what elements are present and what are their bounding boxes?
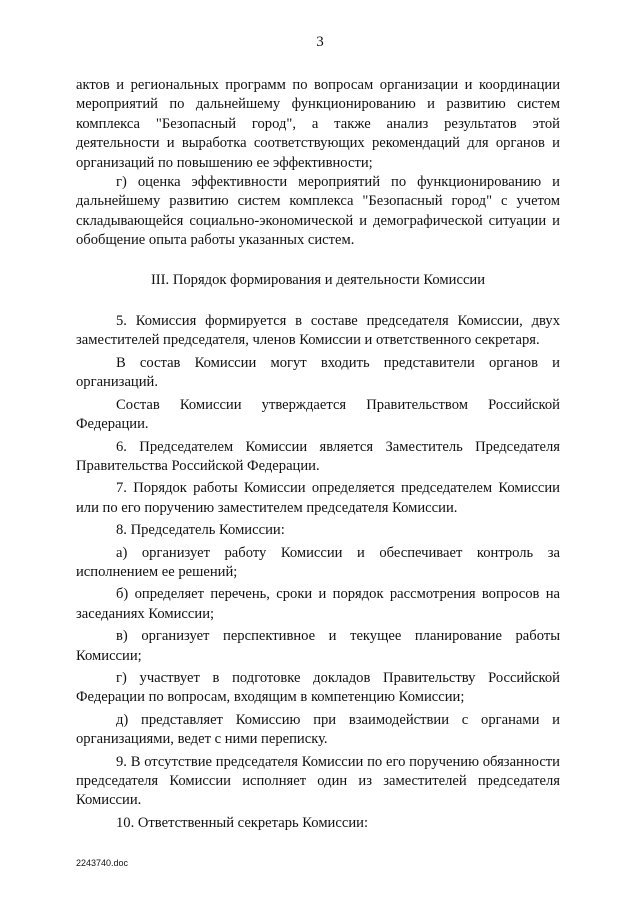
- page-number: 3: [316, 34, 324, 50]
- document-body: [76, 76, 560, 833]
- paragraph: 7. Порядок работы Комиссии определяется председателем Комиссии или по его поручению заместителем председателя Комиссии.: [76, 480, 560, 516]
- paragraph: В состав Комиссии могут входить представители органов и организаций.: [76, 354, 560, 391]
- paragraph: 8. Председатель Комиссии:: [116, 522, 285, 539]
- paragraph: 9. В отсутствие председателя Комиссии по его поручению обязанности председателя Комиссии исполняет один из заместителей председателя Комиссии.: [76, 753, 560, 809]
- paragraph: 5. Комиссия формируется в составе председателя Комиссии, двух заместителей председателя, членов Комиссии и ответственного секретаря.: [76, 313, 560, 349]
- paragraph: г) оценка эффективности мероприятий по функционированию и дальнейшему развитию систем комплекса "Безопасный город" с учетом складывающейся социально-экономической и демографической ситуации и обобщение опыта работы указанных систем.: [76, 174, 560, 249]
- section-heading: III. Порядок формирования и деятельности Комиссии: [150, 271, 486, 288]
- paragraph: актов и региональных программ по вопросам организации и координации мероприятий по дальнейшему функционированию и развитию систем комплекса "Безопасный город", а также анализ результатов этой деятельности и выработка соответствующих рекомендаций для органов и организаций по повышению ее эффективности;: [76, 77, 560, 171]
- document-file-code: 2243740.doc: [76, 858, 129, 868]
- paragraph: 10. Ответственный секретарь Комиссии:: [116, 814, 368, 831]
- paragraph: 6. Председателем Комиссии является Заместитель Председателя Правительства Российской Федерации.: [76, 438, 560, 474]
- paragraph: д) представляет Комиссию при взаимодействии с органами и организациями, ведет с ними переписку.: [76, 711, 560, 748]
- paragraph: а) организует работу Комиссии и обеспечивает контроль за исполнением ее решений;: [76, 544, 560, 580]
- paragraph: б) определяет перечень, сроки и порядок рассмотрения вопросов на заседаниях Комиссии;: [76, 586, 560, 622]
- paragraph: Состав Комиссии утверждается Правительством Российской Федерации.: [76, 396, 560, 433]
- paragraph: в) организует перспективное и текущее планирование работы Комиссии;: [76, 628, 560, 664]
- paragraph: г) участвует в подготовке докладов Правительству Российской Федерации по вопросам, входящим в компетенцию Комиссии;: [76, 669, 560, 706]
